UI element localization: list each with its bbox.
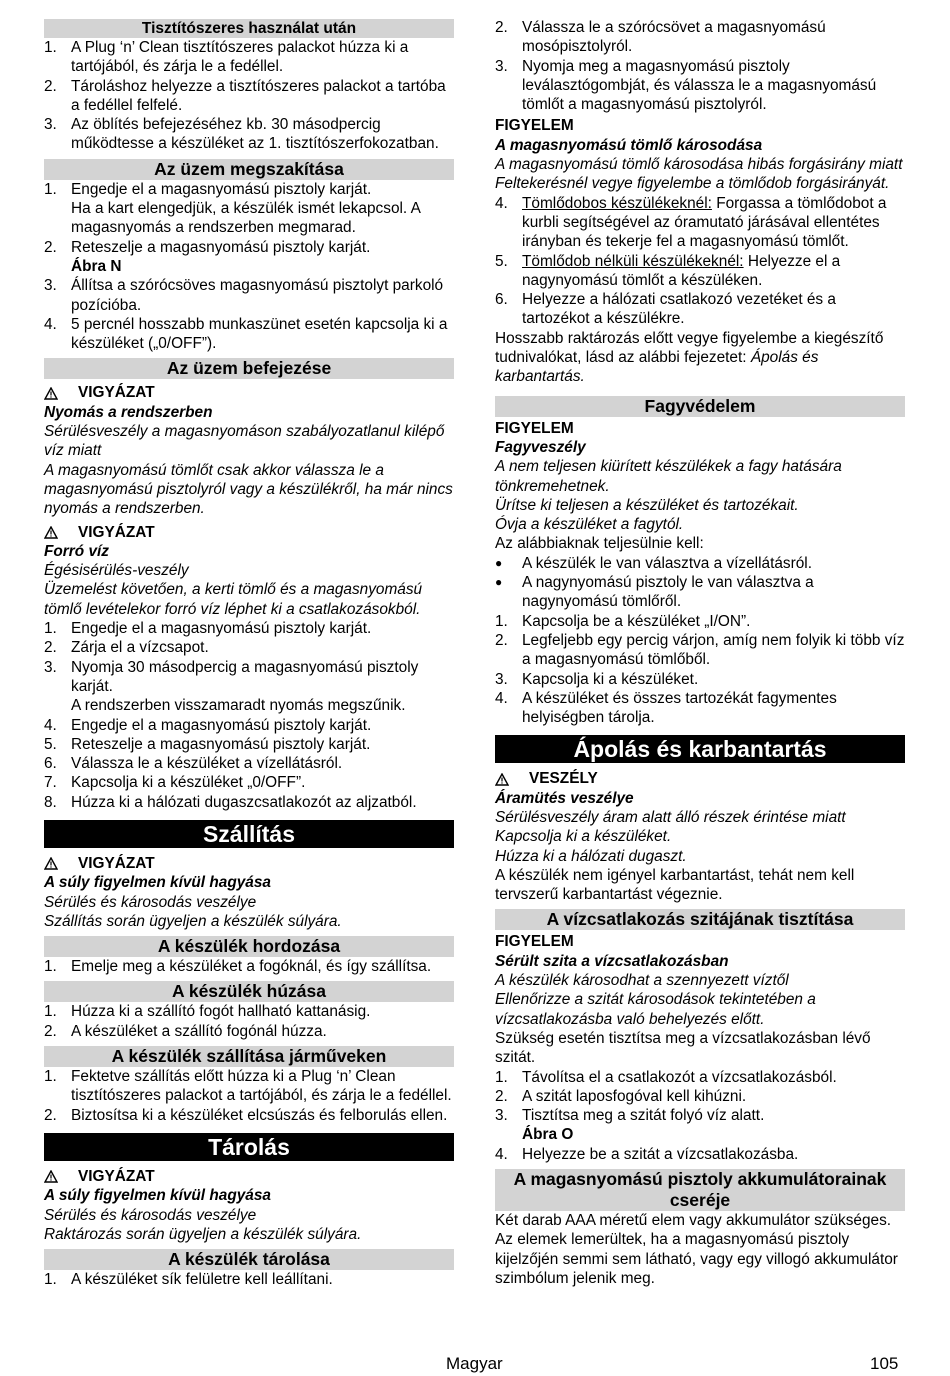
section-heading: A vízcsatlakozás szitájának tisztítása <box>495 909 905 930</box>
list-item: 3. Állítsa a szórócsöves magasnyomású pisztolyt parkoló pozícióba. <box>44 277 444 314</box>
section-heading: A készülék húzása <box>44 981 454 1002</box>
list-item: 4. A készüléket és összes tartozékát fagymentes helyiségben tárolja. <box>495 689 837 727</box>
list-item: 1. Távolítsa el a csatlakozót a vízcsatlakozásból. <box>495 1068 837 1086</box>
paragraph: A készülék nem igényel karbantartást, tehát nem kell tervszerű karbantartást végeznie. <box>495 866 855 904</box>
notice-text: Ürítse ki teljesen a készüléket és tartozékait. <box>495 496 799 514</box>
warning-text: Sérülés és károsodás veszélye <box>44 1206 257 1224</box>
left-column <box>44 18 454 1289</box>
list-item: 1. Emelje meg a készüléket a fogóknál, és így szállítsa. <box>44 958 432 976</box>
chapter-heading: Szállítás <box>44 820 454 848</box>
list-item: 2. A szitát laposfogóval kell kihúzni. <box>495 1087 747 1105</box>
warning-triangle-icon <box>495 773 529 786</box>
list-item: 2. Válassza le a szórócsövet a magasnyomású mosópisztolyról. <box>495 19 826 56</box>
warning-text: Üzemelést követően, a kerti tömlő és a magasnyomású tömlő levételekor forró víz léphet ki a csatlakozásokból. <box>44 581 423 618</box>
paragraph: Az alábbiaknak teljesülnie kell: <box>495 535 704 553</box>
notice-title: Fagyveszély <box>495 438 586 456</box>
warning-text: A magasnyomású tömlőt csak akkor válassza le a magasnyomású pisztolyról vagy a készülékről, ha már nincs nyomás a rendszerben. <box>44 461 453 518</box>
section-heading: Tisztítószeres használat után <box>44 19 454 38</box>
list-item: 3. Kapcsolja ki a készüléket. <box>495 670 699 688</box>
section-heading: A magasnyomású pisztoly akkumulátorainak cseréje <box>495 1169 905 1211</box>
list-item: 4. Tömlődobos készülékeknél: Forgassa a tömlődobot a kurbli segítségével az óramutató járásával ellentétes irányban és tekerje fel a magasnyomású tömlőt. <box>495 194 887 251</box>
section-heading: Az üzem befejezése <box>44 358 454 379</box>
warning-triangle-icon <box>44 1170 78 1183</box>
danger-label: VESZÉLY <box>495 769 905 788</box>
list-item: 6. Helyezze a hálózati csatlakozó vezetéket és a tartozékot a készülékre. <box>495 291 836 328</box>
warning-title: A súly figyelmen kívül hagyása <box>44 874 271 892</box>
warning-text: Sérülésveszély a magasnyomáson szabályozatlanul kilépő víz miatt <box>44 423 445 460</box>
notice-title: Sérült szita a vízcsatlakozásban <box>495 952 729 970</box>
warning-text: Raktározás során ügyeljen a készülék súlyára. <box>44 1225 362 1243</box>
list-item: 7. Kapcsolja ki a készüléket „0/OFF”. <box>44 774 306 792</box>
notice-label: FIGYELEM <box>495 419 574 437</box>
list-item: 2. A készüléket a szállító fogónál húzza. <box>44 1022 327 1040</box>
notice-text: A készülék károsodhat a szennyezett víztől <box>495 972 789 990</box>
paragraph: Hosszabb raktározás előtt vegye figyelembe a kiegészítő tudnivalókat, lásd az alábbi fejezetet: Ápolás és karbantartás. <box>495 329 884 386</box>
list-item: 4. Helyezze be a szitát a vízcsatlakozásba. <box>495 1145 799 1163</box>
paragraph: Az elemek lemerültek, ha a magasnyomású pisztoly kijelzőjén semmi sem látható, vagy egy villogó akkumulátor szimbólum jelenik meg. <box>495 1231 898 1287</box>
section-heading: A készülék szállítása járműveken <box>44 1046 454 1067</box>
list-item: 1. Fektetve szállítás előtt húzza ki a Plug ‘n’ Clean tisztítószeres palackot a tartójából, és zárja le a fedéllel. <box>44 1068 452 1105</box>
list-item: 1. A Plug ‘n’ Clean tisztítószeres palackot húzza ki a tartójából, és zárja le a fedéllel. <box>44 39 409 76</box>
section-heading: Fagyvédelem <box>495 396 905 417</box>
list-item: 2. Biztosítsa ki a készüléket elcsúszás és felborulás ellen. <box>44 1106 448 1124</box>
paragraph: Két darab AAA méretű elem vagy akkumulátor szükséges. <box>495 1212 892 1230</box>
notice-label: FIGYELEM <box>495 117 574 135</box>
warning-label: VIGYÁZAT <box>44 1167 454 1186</box>
list-item: 5. Reteszelje a magasnyomású pisztoly karját. <box>44 735 371 753</box>
notice-text: Ellenőrizze a szitát károsodások tekintetében a vízcsatlakozásba való behelyezés előtt. <box>495 991 816 1028</box>
list-item: 1. Kapcsolja be a készüléket „I/ON”. <box>495 612 751 630</box>
list-item: 1. A készüléket sík felületre kell leállítani. <box>44 1271 333 1289</box>
warning-text: Sérülés és károsodás veszélye <box>44 893 257 911</box>
list-item: 3. Nyomja 30 másodpercig a magasnyomású pisztoly karját. <box>44 658 419 695</box>
notice-label: FIGYELEM <box>495 933 574 951</box>
list-item: 1. Húzza ki a szállító fogót hallható kattanásig. <box>44 1003 371 1021</box>
figure-reference: Ábra O <box>522 1126 574 1144</box>
right-column <box>495 18 905 1288</box>
bullet-item: ● A készülék le van választva a vízellátásról. <box>495 554 812 572</box>
warning-label: VIGYÁZAT <box>44 854 454 873</box>
list-item: 2. Legfeljebb egy percig várjon, amíg nem folyik ki több víz a magasnyomású tömlőből. <box>495 631 905 669</box>
list-item: 2. Reteszelje a magasnyomású pisztoly karját. <box>44 238 371 256</box>
notice-title: A magasnyomású tömlő károsodása <box>495 136 763 154</box>
warning-triangle-icon <box>44 526 78 539</box>
list-item: 6. Válassza le a készüléket a vízellátásról. <box>44 755 343 773</box>
list-item: 2. Tároláshoz helyezze a tisztítószeres palackot a tartóba a fedéllel felfelé. <box>44 77 446 114</box>
notice-text: A nem teljesen kiürített készülékek a fagy hatására tönkremehetnek. <box>495 458 842 495</box>
list-item: 8. Húzza ki a hálózati dugaszcsatlakozót az aljzatból. <box>44 793 417 811</box>
warning-text: Sérülésveszély áram alatt álló részek érintése miatt <box>495 808 846 826</box>
chapter-heading: Tárolás <box>44 1133 454 1161</box>
list-item-note: A rendszerben visszamaradt nyomás megszűnik. <box>71 697 406 715</box>
section-heading: A készülék hordozása <box>44 936 454 957</box>
warning-label: VIGYÁZAT <box>44 523 454 542</box>
paragraph: Szükség esetén tisztítsa meg a vízcsatlakozásban lévő szitát. <box>495 1029 871 1067</box>
list-item: 3. Tisztítsa meg a szitát folyó víz alatt. <box>495 1107 765 1125</box>
warning-text: Szállítás során ügyeljen a készülék súlyára. <box>44 912 342 930</box>
section-heading: A készülék tárolása <box>44 1249 454 1270</box>
warning-triangle-icon <box>44 387 78 400</box>
warning-text: Kapcsolja ki a készüléket. <box>495 828 672 846</box>
bullet-item: ● A nagynyomású pisztoly le van választva a nagynyomású tömlőről. <box>495 574 814 611</box>
warning-text: Égésisérülés-veszély <box>44 562 189 580</box>
list-item: 1. Engedje el a magasnyomású pisztoly karját. <box>44 180 372 198</box>
list-item: 4. 5 percnél hosszabb munkaszünet esetén kapcsolja ki a készüléket („0/OFF”). <box>44 315 448 353</box>
figure-reference: Ábra N <box>71 257 122 275</box>
bullet-icon: ● <box>495 575 503 590</box>
list-item: 3. Nyomja meg a magasnyomású pisztoly leválasztógombját, és válassza le a magasnyomású tömlőt a magasnyomású pisztolyról. <box>495 57 877 114</box>
bullet-icon: ● <box>495 555 503 570</box>
section-heading: Az üzem megszakítása <box>44 159 454 180</box>
list-item: 2. Zárja el a vízcsapot. <box>44 639 209 657</box>
footer-language: Magyar <box>446 1354 503 1373</box>
list-item: 4. Engedje el a magasnyomású pisztoly karját. <box>44 716 372 734</box>
notice-text: A magasnyomású tömlő károsodása hibás forgásirány miatt <box>495 156 903 174</box>
list-item: 1. Engedje el a magasnyomású pisztoly karját. <box>44 620 372 638</box>
warning-title: Nyomás a rendszerben <box>44 403 213 421</box>
page-number: 105 <box>870 1354 899 1373</box>
list-item: 3. Az öblítés befejezéséhez kb. 30 másodpercig működtesse a készüléket az 1. tisztítószerfokozatban. <box>44 116 439 153</box>
warning-title: A súly figyelmen kívül hagyása <box>44 1187 271 1205</box>
warning-triangle-icon <box>44 857 78 870</box>
list-item: 5. Tömlődob nélküli készülékeknél: Helyezze el a nagynyomású tömlőt a készüléken. <box>495 252 841 289</box>
chapter-heading: Ápolás és karbantartás <box>495 735 905 763</box>
notice-text: Óvja a készüléket a fagytól. <box>495 516 684 534</box>
warning-label: VIGYÁZAT <box>44 383 454 402</box>
warning-title: Forró víz <box>44 542 109 560</box>
notice-text: Feltekerésnél vegye figyelembe a tömlődob forgásirányát. <box>495 175 890 193</box>
cross-reference: Ápolás és karbantartás. <box>495 349 819 386</box>
list-item-note: Ha a kart elengedjük, a készülék ismét lekapcsol. A magasnyomás a rendszerben megmarad. <box>71 200 421 237</box>
warning-title: Áramütés veszélye <box>495 789 634 807</box>
warning-text: Húzza ki a hálózati dugaszt. <box>495 847 687 865</box>
